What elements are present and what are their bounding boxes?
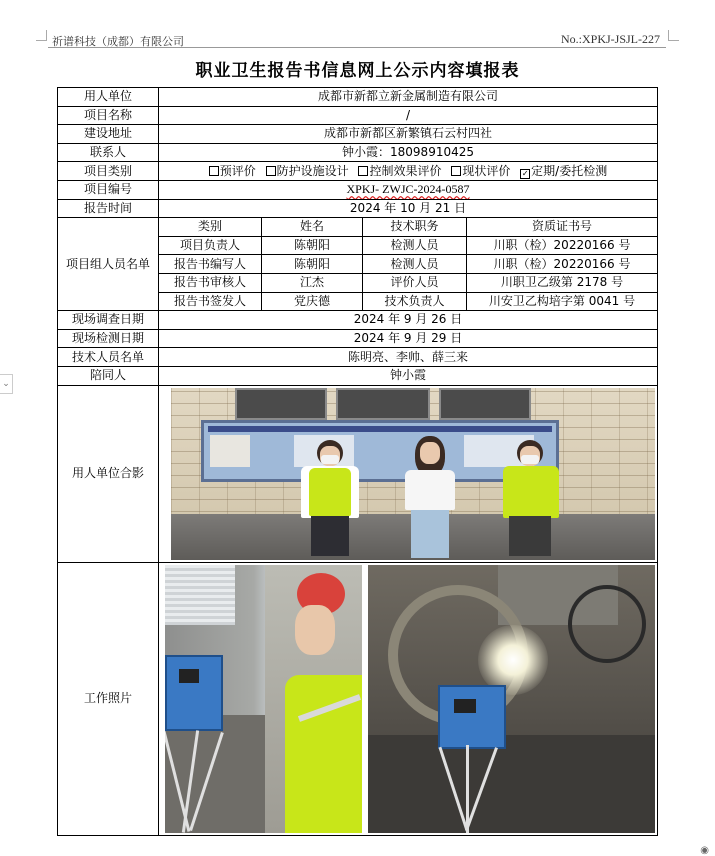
team-cell: 川职（检）20220166 号 — [467, 236, 658, 255]
report-time-label: 报告时间 — [58, 199, 159, 218]
category-options — [159, 162, 658, 181]
row-employer — [58, 88, 658, 107]
project-name-value: / — [159, 106, 658, 125]
employer-label: 用人单位 — [58, 88, 159, 107]
survey-date-value: 2024 年 9 月 26 日 — [159, 311, 658, 330]
row-report-time — [58, 199, 658, 218]
header-divider — [48, 47, 666, 48]
team-cell: 检测人员 — [363, 236, 467, 255]
team-cell: 评价人员 — [363, 273, 467, 292]
corner-status-icon: ◉ — [700, 845, 709, 856]
category-label: 项目类别 — [58, 162, 159, 181]
contact-value: 钟小霞：18098910425 — [159, 143, 658, 162]
row-test-date — [58, 329, 658, 348]
report-time-value: 2024 年 10 月 21 日 — [159, 199, 658, 218]
fan — [568, 585, 646, 663]
disclosure-form-table — [57, 87, 658, 836]
row-project-name — [58, 106, 658, 125]
person-middle — [389, 436, 469, 560]
checkbox-icon[interactable] — [266, 166, 276, 176]
row-contact — [58, 143, 658, 162]
row-escort — [58, 366, 658, 385]
checkbox-icon[interactable] — [209, 166, 219, 176]
row-category — [58, 162, 658, 181]
tech-staff-value: 陈明亮、李帅、薛三来 — [159, 348, 658, 367]
team-cell: 报告书编写人 — [159, 255, 262, 274]
work-photo-label: 工作照片 — [58, 562, 159, 835]
team-header-row — [58, 218, 658, 237]
test-date-label: 现场检测日期 — [58, 329, 159, 348]
sampling-instrument — [165, 655, 223, 731]
team-cell: 江杰 — [262, 273, 363, 292]
corner-mark-right — [668, 30, 679, 41]
team-cell: 川职卫乙级第 2178 号 — [467, 273, 658, 292]
team-header: 资质证书号 — [467, 218, 658, 237]
header-doc-no: No.:XPKJ-JSJL-227 — [560, 32, 660, 46]
team-header: 姓名 — [262, 218, 363, 237]
category-option[interactable]: 防护设施设计 — [266, 164, 349, 178]
team-cell: 项目负责人 — [159, 236, 262, 255]
project-no-label: 项目编号 — [58, 180, 159, 199]
project-no-value: XPKJ- ZWJC-2024-0587 — [346, 182, 470, 197]
corner-mark-left — [36, 30, 47, 41]
work-photo-welding — [368, 565, 655, 833]
header-company: 祈谱科技（成都）有限公司 — [52, 35, 184, 48]
group-photo — [171, 388, 655, 560]
work-photo-sampling — [165, 565, 362, 833]
category-option[interactable]: 预评价 — [209, 164, 256, 178]
escort-value: 钟小霞 — [159, 366, 658, 385]
team-cell: 川职（检）20220166 号 — [467, 255, 658, 274]
checkbox-icon[interactable] — [358, 166, 368, 176]
checkbox-checked-icon[interactable]: ✓ — [521, 168, 529, 178]
project-name-label: 项目名称 — [58, 106, 159, 125]
tech-staff-label: 技术人员名单 — [58, 348, 159, 367]
test-date-value: 2024 年 9 月 29 日 — [159, 329, 658, 348]
row-group-photo — [58, 385, 658, 562]
chevron-down-icon[interactable]: ⌄ — [0, 374, 13, 394]
row-work-photos — [58, 562, 658, 835]
page-title: 职业卫生报告书信息网上公示内容填报表 — [195, 61, 520, 81]
team-label: 项目组人员名单 — [58, 218, 159, 311]
row-survey-date — [58, 311, 658, 330]
group-photo-label: 用人单位合影 — [58, 385, 159, 562]
team-cell: 党庆德 — [262, 292, 363, 311]
person-left — [283, 440, 373, 560]
row-address — [58, 125, 658, 144]
team-cell: 报告书签发人 — [159, 292, 262, 311]
sampling-instrument — [438, 685, 506, 749]
team-cell: 报告书审核人 — [159, 273, 262, 292]
address-label: 建设地址 — [58, 125, 159, 144]
team-header: 技术职务 — [363, 218, 467, 237]
contact-label: 联系人 — [58, 143, 159, 162]
team-cell: 技术负责人 — [363, 292, 467, 311]
team-header: 类别 — [159, 218, 262, 237]
row-project-no — [58, 180, 658, 199]
category-option[interactable]: 现状评价 — [451, 164, 510, 178]
category-option[interactable]: 控制效果评价 — [358, 164, 441, 178]
address-value: 成都市新都区新繁镇石云村四社 — [159, 125, 658, 144]
escort-label: 陪同人 — [58, 366, 159, 385]
team-cell: 检测人员 — [363, 255, 467, 274]
checkbox-icon[interactable] — [451, 166, 461, 176]
row-tech-staff — [58, 348, 658, 367]
survey-date-label: 现场调查日期 — [58, 311, 159, 330]
category-option[interactable]: ✓ 定期/委托检测 — [521, 163, 608, 178]
team-cell: 陈朝阳 — [262, 255, 363, 274]
employer-value: 成都市新都立新金属制造有限公司 — [159, 88, 658, 107]
team-cell: 川安卫乙构培字第 0041 号 — [467, 292, 658, 311]
team-cell: 陈朝阳 — [262, 236, 363, 255]
person-right — [489, 440, 573, 560]
